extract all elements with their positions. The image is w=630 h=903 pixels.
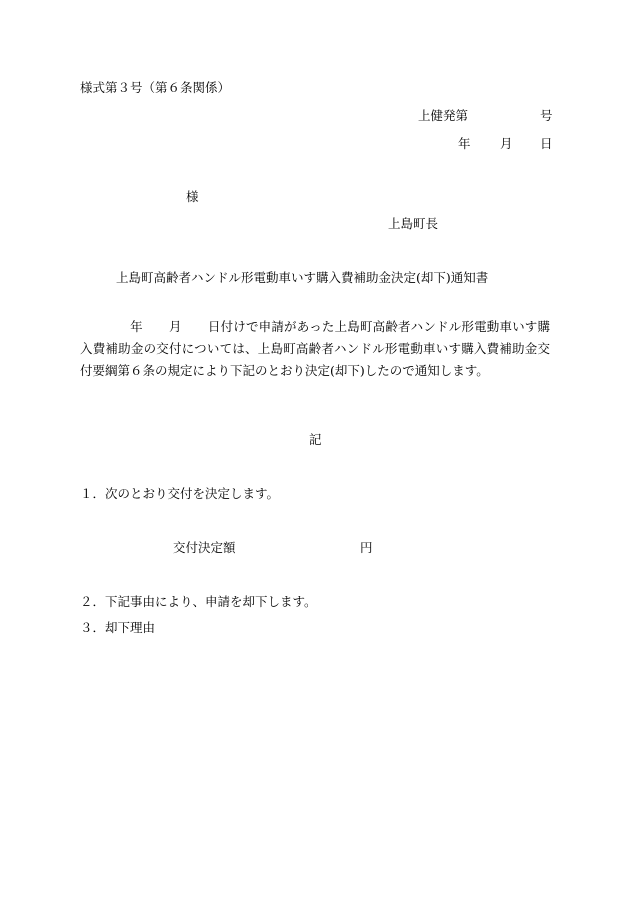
document-number [418,108,553,124]
issue-date-year: 年 [458,136,471,151]
item-2: ２．下記事由により、申請を却下します。 [80,594,317,609]
issuer-name: 上島町長 [388,216,439,231]
document-number-prefix: 上健発第 [418,108,469,123]
ki-heading: 記 [309,432,322,447]
body-paragraph [80,316,550,382]
item-3: ３．却下理由 [80,620,156,635]
body-year: 年 [130,319,143,334]
document-title: 上島町高齢者ハンドル形電動車いす購入費補助金決定(却下)通知書 [116,270,489,285]
body-month: 月 [168,319,182,334]
item-1: １．次のとおり交付を決定します。 [80,486,280,501]
issue-date [458,136,553,152]
form-number: 様式第３号（第６条関係） [80,80,231,95]
amount-unit: 円 [360,540,373,555]
amount-label: 交付決定額 [173,540,236,555]
body-text: 日付けで申請があった上島町高齢者ハンドル形電動車いす購入費補助金の交付については、上島町高齢者ハンドル形電動車いす購入費補助金交付要綱第６条の規定により下記のとおり決定(却下)したので通知します。 [80,319,550,378]
document-number-suffix: 号 [540,108,553,123]
addressee-honorific: 様 [186,189,199,204]
issue-date-day: 日 [540,136,553,151]
issue-date-month: 月 [500,136,513,151]
